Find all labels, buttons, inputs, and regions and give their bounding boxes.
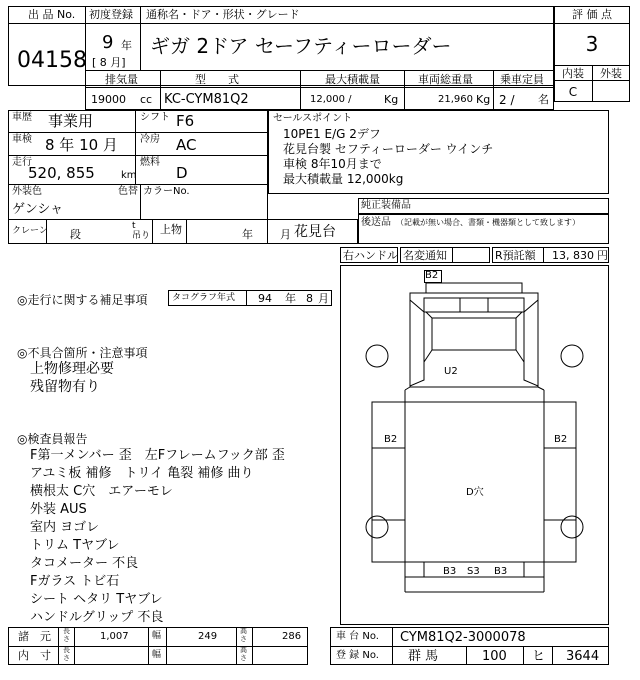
capacity-label: 乗車定員 (500, 73, 544, 86)
color-change-label: 色替 (118, 186, 138, 197)
name-change-label: 名変通知 (403, 249, 447, 262)
inspector-line: ハンドルグリップ 不良 (30, 610, 164, 625)
height-value: 286 (282, 631, 302, 642)
damage-code: B2 (384, 434, 398, 445)
color-code-label: カラーNo. (143, 186, 190, 197)
tacho-label: タコグラフ年式 (172, 293, 236, 303)
inspector-line: トリム Tヤブレ (30, 538, 120, 553)
color-value: ゲンシャ (12, 202, 64, 217)
crane-stage-unit: 段 (70, 228, 81, 241)
max-load-value: 12,000 / (310, 94, 352, 105)
interior-grade-label: 内装 (562, 67, 584, 80)
shift-label: シフト (140, 112, 170, 123)
model-name: ギガ 2ドア セーフティーローダー (150, 34, 452, 58)
lot-number: 04158 (17, 48, 87, 73)
tacho-month-unit: 月 (318, 292, 329, 305)
length-label-2: 長 さ (63, 646, 70, 662)
first-reg-month: [ 8 月] (92, 56, 126, 69)
history-label: 車歴 (12, 112, 32, 123)
inspector-line: Fガラス トビ石 (30, 574, 120, 589)
rating-label: 評 価 点 (572, 8, 612, 21)
inspector-line: F第一メンバー 歪 左Fフレームフック部 歪 (30, 448, 285, 463)
damage-code: B2 (554, 434, 568, 445)
exterior-grade-label: 外装 (600, 67, 622, 80)
fuel-value: D (176, 164, 188, 182)
dims-label: 諸 元 (18, 630, 51, 643)
damage-code: U2 (444, 366, 458, 377)
capacity-value: 2 / (499, 93, 515, 107)
width-value: 249 (198, 631, 218, 642)
damage-code: B3 (494, 566, 508, 577)
mileage-unit: km (121, 170, 137, 181)
plate-class: 100 (482, 649, 507, 664)
first-reg-label: 初度登録 (89, 8, 133, 21)
inspector-line: 室内 ヨゴレ (30, 520, 100, 535)
type-label: 型 式 (195, 73, 239, 86)
bed-month-unit: 月 (280, 228, 291, 241)
chassis-number: CYM81Q2-3000078 (400, 630, 526, 645)
model-label: 通称名・ドア・形状・グレード (146, 8, 300, 21)
interior-dims-label: 内 寸 (18, 649, 51, 662)
height-label: 高 さ (240, 627, 247, 643)
sales-point-line: 車検 8年10月まで (283, 157, 382, 171)
tacho-month: 8 (306, 292, 313, 305)
inspector-line: 横根太 C穴 エアーモレ (30, 484, 173, 499)
ac-value: AC (176, 136, 197, 154)
plate-region: 群 馬 (408, 649, 439, 664)
bed-maker: 花見台 (294, 224, 336, 240)
mileage-label: 走行 (12, 157, 32, 168)
first-reg-year: 9 (102, 32, 114, 53)
recycle-amount: 13, 830 (552, 249, 594, 262)
color-label: 外装色 (12, 186, 42, 197)
displacement-unit: cc (140, 93, 153, 106)
width-label: 幅 (152, 631, 162, 641)
year-unit: 年 (121, 39, 132, 52)
crane-label: クレーン (12, 226, 48, 236)
mileage-value: 520, 855 (28, 164, 95, 182)
recycle-unit: 円 (597, 249, 608, 262)
steering-value: 右ハンドル (343, 249, 398, 262)
defect-line: 残留物有り (30, 379, 100, 395)
driving-notes-title: ◎走行に関する補足事項 (17, 293, 148, 307)
inspection-value: 8 年 10 月 (45, 136, 118, 154)
sales-point-line: 10PE1 E/G 2デフ (283, 127, 381, 141)
length-value: 1,007 (100, 631, 129, 642)
capacity-unit: 名 (538, 93, 549, 106)
chassis-label: 車 台 No. (336, 631, 379, 642)
inspector-line: タコメーター 不良 (30, 556, 139, 571)
genuine-equipment-label: 純正装備品 (361, 200, 411, 211)
shift-value: F6 (176, 112, 195, 130)
damage-code: B2 (425, 270, 439, 281)
sales-point-label: セールスポイント (273, 113, 353, 124)
max-load-label: 最大積載量 (325, 73, 380, 86)
damage-code: S3 (467, 566, 480, 577)
bed-label: 上物 (160, 223, 182, 236)
damage-code: B3 (443, 566, 457, 577)
recycle-label: R預託額 (495, 249, 536, 262)
gross-weight-label: 車両総重量 (418, 73, 473, 86)
history-value: 事業用 (48, 112, 94, 130)
gross-weight-value: 21,960 (438, 94, 473, 105)
interior-grade: C (568, 85, 578, 99)
crane-hoist-unit: t 吊り (132, 221, 151, 241)
sales-point-line: 最大積載量 12,000kg (283, 172, 404, 186)
fuel-label: 燃料 (140, 157, 160, 168)
aftermarket-note: （記載が無い場合、書類・機器類として致します） (396, 218, 580, 227)
defect-title: ◎不具合箇所・注意事項 (17, 346, 148, 360)
plate-number: 3644 (566, 649, 600, 664)
plate-kana: ヒ (532, 649, 546, 664)
sales-point-line: 花見台製 セフティーローダー ウインチ (283, 142, 494, 156)
width-label-2: 幅 (152, 650, 162, 660)
lot-label: 出 品 No. (28, 8, 76, 21)
height-label-2: 高 さ (240, 646, 247, 662)
length-label: 長 さ (63, 627, 70, 643)
inspector-line: 外装 AUS (30, 502, 87, 517)
tacho-year-unit: 年 (285, 292, 296, 305)
tacho-year: 94 (258, 292, 272, 305)
inspector-line: アユミ板 補修 トリイ 亀裂 補修 曲り (30, 466, 254, 481)
rating-value: 3 (585, 32, 599, 56)
max-load-unit: Kg (384, 93, 399, 106)
inspection-label: 車検 (12, 134, 32, 145)
gross-weight-unit: Kg (476, 93, 491, 106)
aftermarket-label: 後送品 (361, 217, 391, 228)
inspector-title: ◎検査員報告 (17, 432, 88, 446)
bed-year-unit: 年 (242, 228, 253, 241)
displacement-value: 19000 (91, 93, 126, 106)
type-value: KC-CYM81Q2 (164, 92, 249, 107)
ac-label: 冷房 (140, 134, 160, 145)
defect-line: 上物修理必要 (30, 361, 114, 377)
plate-label: 登 録 No. (336, 650, 379, 661)
displacement-label: 排気量 (105, 73, 138, 86)
damage-code: D穴 (466, 487, 484, 498)
inspector-line: シート ヘタリ Tヤブレ (30, 592, 163, 607)
